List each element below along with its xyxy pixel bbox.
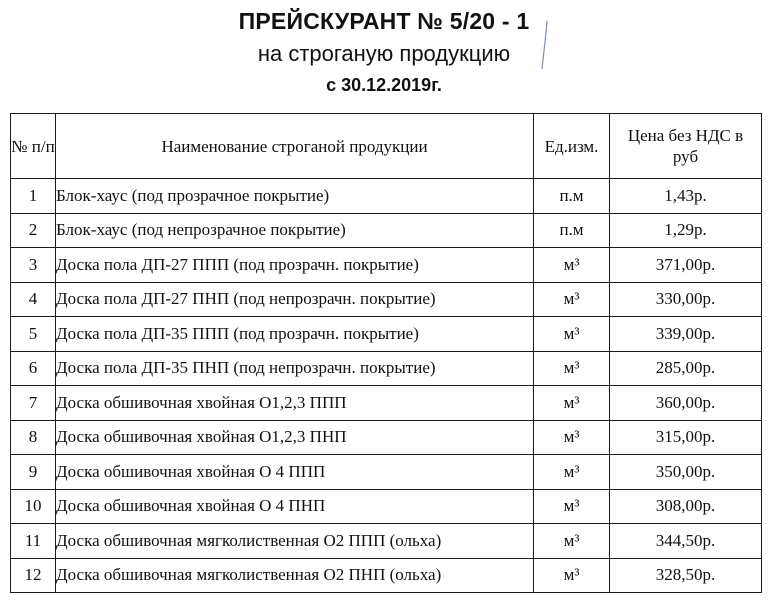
table-row: [11, 386, 762, 421]
cell-price: 350,00р.: [610, 455, 762, 490]
cell-name: Доска пола ДП-35 ПНП (под непрозрачн. покрытие): [56, 351, 534, 386]
table-row: [11, 351, 762, 386]
cell-name: Блок-хаус (под прозрачное покрытие): [56, 179, 534, 214]
pen-stroke-mark: [540, 20, 550, 70]
cell-price: 330,00р.: [610, 282, 762, 317]
table-row: [11, 179, 762, 214]
cell-unit: п.м: [534, 213, 610, 248]
cell-num: 5: [11, 317, 56, 352]
cell-num: 4: [11, 282, 56, 317]
cell-price: 344,50р.: [610, 524, 762, 559]
table-row: [11, 282, 762, 317]
cell-num: 10: [11, 489, 56, 524]
header-name: [56, 114, 534, 179]
header-name-label: Наименование строганой продукции: [161, 136, 428, 156]
price-table: [10, 113, 762, 593]
table-row: [11, 558, 762, 593]
cell-name: Доска обшивочная мягколиственная О2 ППП (ольха): [56, 524, 534, 559]
table-header-row: [11, 114, 762, 179]
table-row: [11, 524, 762, 559]
cell-name: Доска пола ДП-27 ПНП (под непрозрачн. покрытие): [56, 282, 534, 317]
cell-unit: м³: [534, 455, 610, 490]
cell-unit: м³: [534, 248, 610, 283]
cell-name: Доска обшивочная хвойная О 4 ППП: [56, 455, 534, 490]
header-unit: [534, 114, 610, 179]
cell-num: 12: [11, 558, 56, 593]
cell-unit: м³: [534, 351, 610, 386]
page-title: ПРЕЙСКУРАНТ № 5/20 - 1: [238, 8, 530, 34]
cell-price: 1,43р.: [610, 179, 762, 214]
cell-num: 1: [11, 179, 56, 214]
cell-num: 8: [11, 420, 56, 455]
page-subtitle: на строганую продукцию: [257, 41, 511, 66]
cell-name: Блок-хаус (под непрозрачное покрытие): [56, 213, 534, 248]
header-num: [11, 114, 56, 179]
cell-unit: м³: [534, 558, 610, 593]
table-row: [11, 455, 762, 490]
cell-num: 7: [11, 386, 56, 421]
cell-price: 371,00р.: [610, 248, 762, 283]
header-unit-label: Ед.изм.: [544, 136, 599, 156]
table-row: [11, 317, 762, 352]
cell-unit: м³: [534, 386, 610, 421]
table-row: [11, 489, 762, 524]
cell-price: 315,00р.: [610, 420, 762, 455]
cell-unit: м³: [534, 317, 610, 352]
cell-name: Доска обшивочная хвойная О1,2,3 ППП: [56, 386, 534, 421]
cell-num: 11: [11, 524, 56, 559]
cell-name: Доска пола ДП-35 ППП (под прозрачн. покрытие): [56, 317, 534, 352]
table-row: [11, 420, 762, 455]
cell-unit: м³: [534, 420, 610, 455]
cell-price: 1,29р.: [610, 213, 762, 248]
header-price: [610, 114, 762, 179]
header-num-label: № п/п: [11, 136, 55, 156]
cell-unit: м³: [534, 489, 610, 524]
cell-price: 339,00р.: [610, 317, 762, 352]
cell-unit: м³: [534, 282, 610, 317]
cell-num: 3: [11, 248, 56, 283]
effective-date: с 30.12.2019г.: [326, 75, 442, 95]
cell-name: Доска обшивочная хвойная О 4 ПНП: [56, 489, 534, 524]
table-row: [11, 248, 762, 283]
cell-price: 285,00р.: [610, 351, 762, 386]
header-price-label: Цена без НДС в руб: [627, 126, 744, 166]
cell-name: Доска обшивочная мягколиственная О2 ПНП (ольха): [56, 558, 534, 593]
cell-price: 308,00р.: [610, 489, 762, 524]
cell-name: Доска пола ДП-27 ППП (под прозрачн. покрытие): [56, 248, 534, 283]
cell-num: 2: [11, 213, 56, 248]
cell-unit: м³: [534, 524, 610, 559]
cell-price: 360,00р.: [610, 386, 762, 421]
table-row: [11, 213, 762, 248]
cell-name: Доска обшивочная хвойная О1,2,3 ПНП: [56, 420, 534, 455]
cell-price: 328,50р.: [610, 558, 762, 593]
cell-unit: п.м: [534, 179, 610, 214]
cell-num: 6: [11, 351, 56, 386]
cell-num: 9: [11, 455, 56, 490]
